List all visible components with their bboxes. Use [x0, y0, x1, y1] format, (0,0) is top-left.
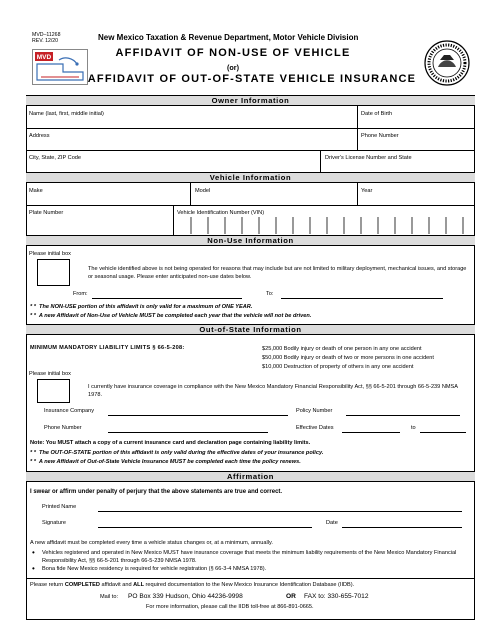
return-completed: COMPLETED [64, 582, 100, 588]
company-field[interactable] [108, 415, 288, 416]
effective-label: Effective Dates [296, 425, 334, 431]
model-label: Model [195, 188, 211, 194]
nonuse-from-field[interactable] [92, 298, 242, 299]
agency-name: New Mexico Taxation & Revenue Department, Motor Vehicle Division [98, 33, 359, 42]
name-label: Name (last, first, middle initial) [29, 111, 104, 117]
requirements-list [32, 549, 470, 573]
effective-to-field[interactable] [420, 432, 466, 433]
form-number [32, 32, 60, 44]
logo-text: MVD [36, 54, 52, 61]
affirmation-statement: I swear or affirm under penalty of perjury that the above statements are true and correct. [30, 489, 283, 495]
dob-label: Date of Birth [361, 111, 393, 117]
title-line-2: AFFIDAVIT OF OUT-OF-STATE VEHICLE INSURANCE [87, 73, 417, 85]
mvd-logo [32, 49, 88, 85]
oos-note-2-text: A new Affidavit of Out-of-State Vehicle Insurance MUST be completed each time the policy renews. [38, 459, 301, 465]
fax-number: FAX to: 330-655-7012 [304, 593, 369, 600]
title-line-1: AFFIDAVIT OF NON-USE OF VEHICLE [115, 47, 351, 59]
license-label: Driver's License Number and State [325, 155, 412, 161]
year-label: Year [361, 188, 373, 194]
oos-phone-field[interactable] [108, 432, 268, 433]
limit-3: $10,000 Destruction of property of others in any one accident [262, 364, 414, 370]
printed-name-field[interactable] [98, 511, 462, 512]
policy-label: Policy Number [296, 408, 333, 414]
more-info: For more information, please call the IIDB toll-free at 866-891-0665. [146, 604, 314, 610]
oos-note-1-prefix: * * [30, 450, 36, 456]
effective-to-label: to [411, 425, 416, 431]
oos-phone-label: Phone Number [44, 425, 82, 431]
oos-note-2-prefix: * * [30, 459, 36, 465]
address-label: Address [29, 133, 50, 139]
make-field[interactable] [28, 195, 188, 205]
policy-field[interactable] [346, 415, 460, 416]
plate-field[interactable] [28, 217, 171, 234]
oos-note-main: Note: You MUST attach a copy of a current insurance card and declaration page containing liability limits. [30, 440, 311, 446]
nonuse-to-field[interactable] [281, 298, 443, 299]
liability-limits-list [262, 345, 434, 372]
note-1-text: The NON-USE portion of this affidavit is only valid for a maximum of ONE YEAR. [39, 304, 253, 310]
oos-note-2 [30, 459, 301, 465]
section-owner-heading: Owner Information [26, 95, 475, 106]
city-label: City, State, ZIP Code [29, 155, 82, 161]
requirement-1 [32, 549, 470, 565]
city-field[interactable] [28, 162, 318, 172]
license-field[interactable] [321, 162, 474, 172]
or-separator: OR [286, 593, 296, 600]
phone-label: Phone Number [361, 133, 399, 139]
limit-2: $50,000 Bodily injury or death of two or more persons in one accident [262, 355, 434, 361]
return-instructions [30, 582, 354, 588]
nonuse-note-2 [30, 313, 311, 319]
nonuse-note-1 [30, 304, 252, 310]
date-label: Date [326, 520, 338, 526]
nonuse-from-label: From: [73, 291, 88, 297]
requirement-1-text: Vehicles registered and operated in New Mexico MUST have insurance coverage that meets the minimum liability requirements of the New Mexico Mandatory Financial Responsibility Act, §§ 66-5-201 through 66-5-239 NMSA 1978. [42, 550, 457, 564]
oos-initial-label: Please initial box [29, 371, 71, 377]
oos-initial-box[interactable] [37, 379, 70, 403]
nonuse-to-label: To: [266, 291, 274, 297]
model-field[interactable] [191, 195, 355, 205]
oos-statement: I currently have insurance coverage in compliance with the New Mexico Mandatory Financial Responsibility Act, §§ 66-5-201 through 66-5-239 NMSA 1978. [88, 384, 458, 398]
effective-from-field[interactable] [342, 432, 400, 433]
date-field[interactable] [342, 527, 462, 528]
requirement-2 [32, 565, 470, 573]
mail-address: PO Box 339 Hudson, Ohio 44236-9998 [128, 593, 243, 600]
mail-label: Mail to: [100, 594, 119, 600]
vin-character-grid [174, 217, 474, 234]
state-seal [424, 40, 470, 86]
revision-text: REV. 12/20 [32, 38, 59, 44]
signature-label: Signature [42, 520, 66, 526]
oos-note-1-text: The OUT-OF-STATE portion of this affidavit is only valid during the effective dates of your insurance policy. [39, 450, 324, 456]
oos-note-1 [30, 450, 323, 456]
return-mid: affidavit and [99, 582, 134, 588]
note-1-prefix: * * [30, 304, 36, 310]
return-post: required documentation to the New Mexico Insurance Identification Database (IIDB). [144, 582, 355, 588]
section-nonuse-heading: Non-Use Information [26, 235, 475, 246]
note-2-text: A new Affidavit of Non-Use of Vehicle MUST be completed each year that the vehicle will not be driven. [38, 313, 312, 319]
return-pre: Please return [30, 582, 65, 588]
section-outofstate-heading: Out-of-State Information [26, 324, 475, 335]
limit-1: $25,000 Bodily injury or death of one person in any one accident [262, 346, 422, 352]
liability-limits-label: MINIMUM MANDATORY LIABILITY LIMITS § 66-5-208: [30, 345, 185, 351]
title-or: (or) [227, 63, 239, 72]
vin-label: Vehicle Identification Number (VIN) [177, 210, 265, 216]
return-all: ALL [133, 582, 144, 588]
requirement-2-text: Bona fide New Mexico residency is required for vehicle registration (§ 66-3-4 NMSA 1978). [42, 566, 267, 572]
section-affirmation-heading: Affirmation [26, 471, 475, 482]
vin-field[interactable] [174, 217, 474, 234]
new-affidavit-note: A new affidavit must be completed every time a vehicle status changes or, at a minimum, annually. [30, 540, 273, 546]
section-vehicle-heading: Vehicle Information [26, 172, 475, 183]
year-field[interactable] [358, 195, 474, 205]
bullet-1-icon: • [32, 548, 35, 557]
company-label: Insurance Company [44, 408, 95, 414]
nonuse-initial-box[interactable] [37, 259, 70, 286]
make-label: Make [29, 188, 43, 194]
signature-field[interactable] [98, 527, 312, 528]
printed-name-label: Printed Name [42, 504, 77, 510]
nonuse-statement: The vehicle identified above is not being operated for reasons that may include but are not limited to military deployment, mechanical issues, and storage or seasonal usage. Please enter anticipated non-use dates below. [88, 266, 467, 280]
form-number-text: MVD–11268 [32, 32, 61, 38]
note-2-prefix: * * [30, 313, 36, 319]
nonuse-initial-label: Please initial box [29, 251, 71, 257]
plate-label: Plate Number [29, 210, 64, 216]
bullet-2-icon: • [32, 564, 35, 573]
